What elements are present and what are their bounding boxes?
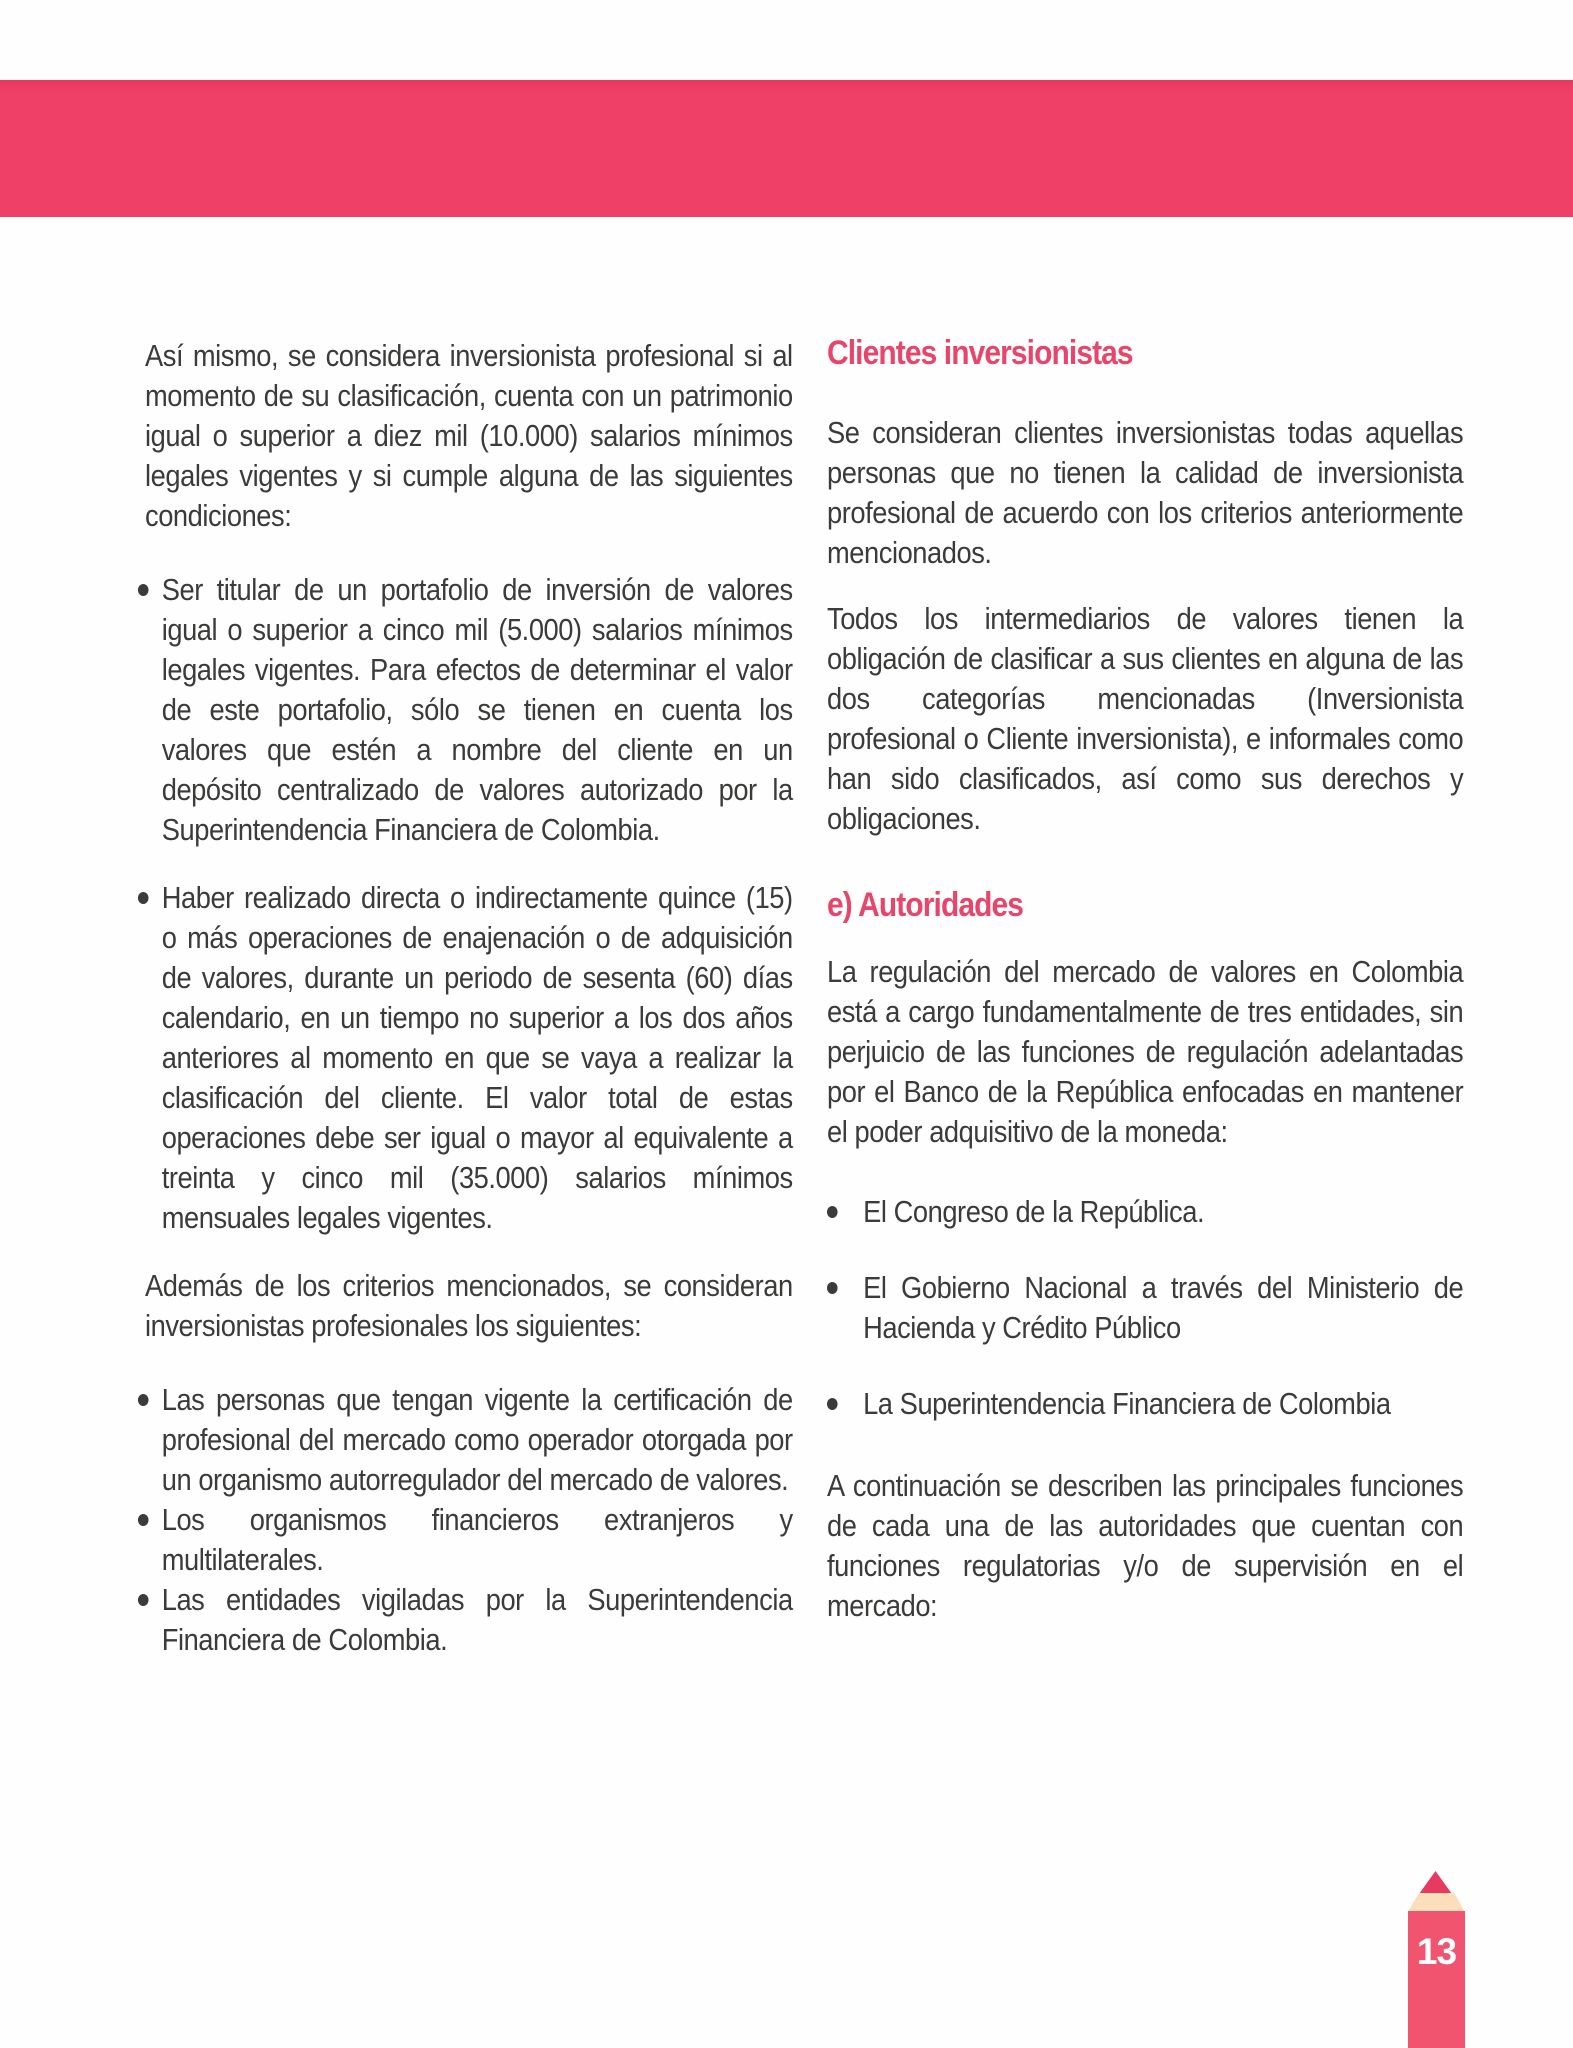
authorities-bullet-list [827,1192,1463,1424]
bullet-item [138,570,793,850]
section-heading-clientes-inversionistas: Clientes inversionistas [827,334,1133,372]
bullet-text: Ser titular de un portafolio de inversión de valores igual o superior a cinco mil (5.000) salarios mínimos legales vigentes. Para efectos de determinar el valor de este portafolio, sólo se tienen en cuenta los valores que estén a nombre del cliente en un depósito centralizado de valores autorizado por la Superintendencia Financiera de Colombia. [161,572,793,847]
bullet-icon [138,1514,149,1526]
bullet-text: Haber realizado directa o indirectamente quince (15) o más operaciones de enajenación o de adquisición de valores, durante un periodo de sesenta (60) días calendario, en un tiempo no superior a los dos años anteriores al momento en que se vaya a realizar la clasificación del cliente. El valor total de estas operaciones debe ser igual o mayor al equivalente a treinta y cinco mil (35.000) salarios mínimos mensuales legales vigentes. [161,880,793,1235]
bullet-icon [138,1594,149,1606]
bullet-item [827,1192,1463,1232]
bullet-item [138,1500,793,1580]
middle-paragraph: Además de los criterios mencionados, se consideran inversionistas profesionales los siguientes: [145,1268,793,1343]
bullet-item [138,878,793,1238]
bullet-icon [827,1282,838,1294]
right-column [827,333,1463,1626]
pencil-wood-icon [1408,1893,1465,1912]
pencil-body-icon [1408,1911,1465,2048]
bullet-item [138,1380,793,1500]
section-heading-autoridades: e) Autoridades [827,886,1024,924]
bullet-text: Los organismos financieros extranjeros y multilaterales. [161,1502,793,1577]
paragraph: A continuación se describen las principales funciones de cada una de las autoridades que cuentan con funciones regulatorias y/o de supervisión en el mercado: [827,1468,1464,1623]
bullet-icon [827,1398,838,1410]
bullet-text: Las entidades vigiladas por la Superintendencia Financiera de Colombia. [161,1582,793,1657]
left-column [145,336,793,1660]
intro-paragraph: Así mismo, se considera inversionista profesional si al momento de su clasificación, cuenta con un patrimonio igual o superior a diez mil (10.000) salarios mínimos legales vigentes y si cumple alguna de las siguientes condiciones: [145,338,793,533]
paragraph: La regulación del mercado de valores en Colombia está a cargo fundamentalmente de tres entidades, sin perjuicio de las funciones de regulación adelantadas por el Banco de la República enfocadas en mantener el poder adquisitivo de la moneda: [827,954,1464,1149]
bullet-icon [138,584,149,596]
bullet-icon [138,1394,149,1406]
bullet-item [138,1580,793,1660]
bullet-icon [827,1206,838,1218]
bullet-item [827,1384,1463,1424]
professional-investors-bullet-list [145,1380,793,1660]
bullet-text: El Congreso de la República. [863,1194,1205,1229]
page-number: 13 [1416,1931,1457,1972]
bullet-text: El Gobierno Nacional a través del Ministerio de Hacienda y Crédito Público [863,1270,1464,1345]
criteria-bullet-list [145,570,793,1238]
bullet-text: Las personas que tengan vigente la certificación de profesional del mercado como operador otorgada por un organismo autorregulador del mercado de valores. [161,1382,793,1497]
pencil-tip-icon [1419,1871,1452,1894]
bullet-text: La Superintendencia Financiera de Colombia [863,1386,1391,1421]
bullet-icon [138,892,149,904]
bullet-item [827,1268,1463,1348]
header-band [0,80,1573,217]
paragraph: Todos los intermediarios de valores tienen la obligación de clasificar a sus clientes en alguna de las dos categorías mencionadas (Inversionista profesional o Cliente inversionista), e informales como han sido clasificados, así como sus derechos y obligaciones. [827,601,1464,836]
paragraph: Se consideran clientes inversionistas todas aquellas personas que no tienen la calidad de inversionista profesional de acuerdo con los criterios anteriormente mencionados. [827,415,1464,570]
